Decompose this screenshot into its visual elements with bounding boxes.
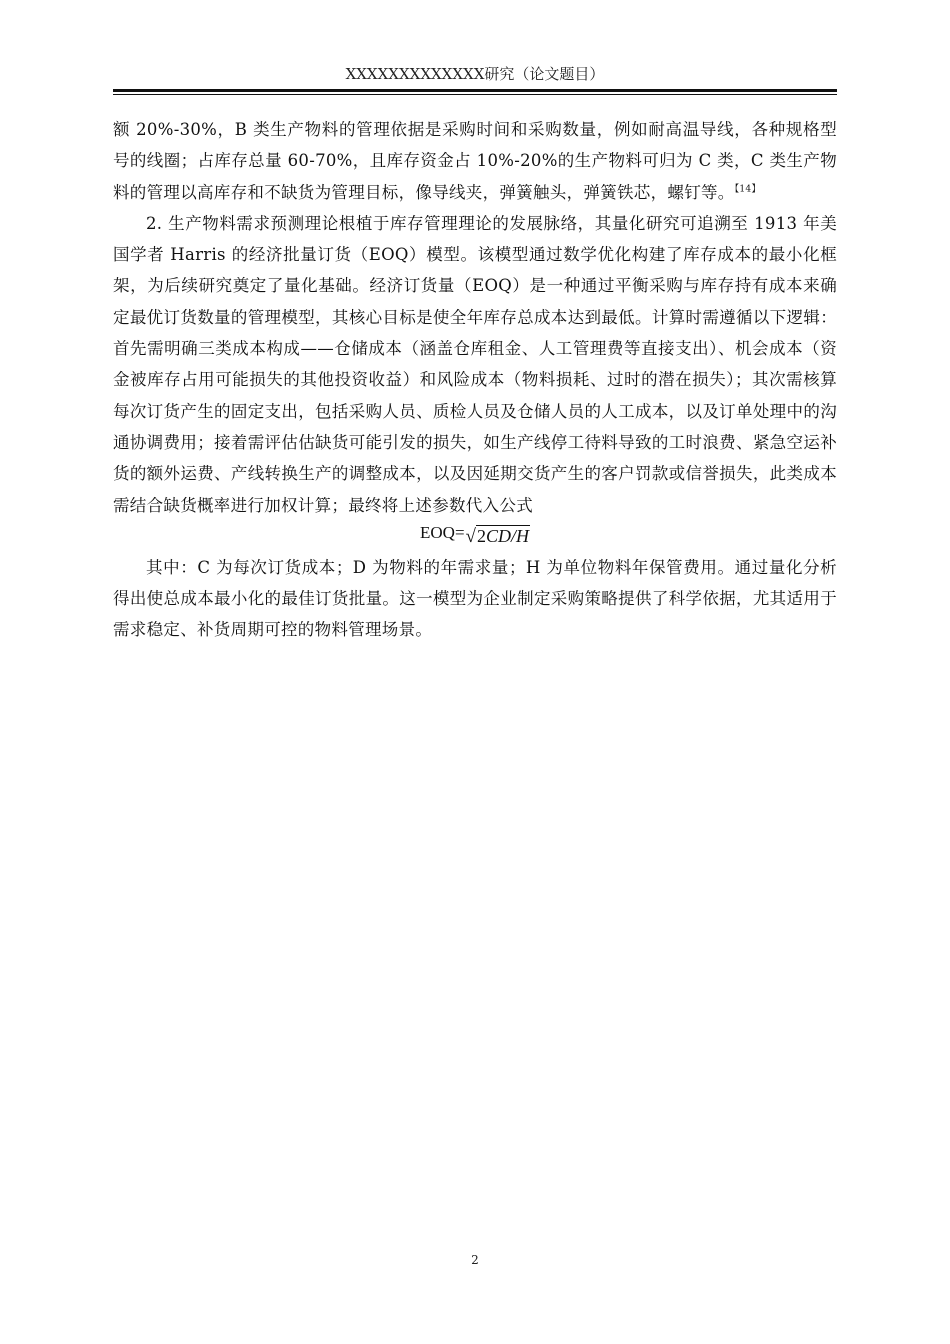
formula-lhs: EOQ= [420, 522, 465, 542]
radicand-number: 2 [476, 525, 486, 546]
paragraph-eoq-theory: 2. 生产物料需求预测理论根植于库存管理理论的发展脉络，其量化研究可追溯至 1913 年美国学者 Harris 的经济批量订货（EOQ）模型。该模型通过数学优化构建了库存成本的最小化框架，为后续研究奠定了量化基础。经济订货量（EOQ）是一种通过平衡采购与库存持有成本来确定最优订货数量的管理模型，其核心目标是使全年库存总成本达到最低。计算时需遵循以下逻辑：首先需明确三类成本构成——仓储成本（涵盖仓库租金、人工管理费等直接支出）、机会成本（资金被库存占用可能损失的其他投资收益）和风险成本（物料损耗、过时的潜在损失）；其次需核算每次订货产生的固定支出，包括采购人员、质检人员及仓储人员的人工成本，以及订单处理中的沟通协调费用；接着需评估估缺货可能引发的损失，如生产线停工待料导致的工时浪费、紧急空运补货的额外运费、产线转换生产的调整成本，以及因延期交货产生的客户罚款或信誉损失，此类成本需结合缺货概率进行加权计算；最终将上述参数代入公式 [113, 213, 837, 515]
formula-radicand [476, 525, 530, 546]
paragraph-text: 额 20%-30%，B 类生产物料的管理依据是采购时间和采购数量，例如耐高温导线，各种规格型号的线圈；占库存总量 60-70%，且库存资金占 10%-20%的生产物料可归为 C 类，C 类生产物料的管理以高库存和不缺货为管理目标，像导线夹，弹簧触头，弹簧铁芯，螺钉等。 [113, 120, 837, 202]
header-rule-thick [113, 89, 837, 92]
header-rule-thin [113, 94, 837, 95]
radical-sign: √ [465, 525, 476, 547]
citation-marker: 【14】 [734, 184, 761, 195]
page-number: 2 [471, 1253, 479, 1267]
paragraph-formula-explanation: 其中：C 为每次订货成本；D 为物料的年需求量；H 为单位物料年保管费用。通过量化分析得出使总成本最小化的最佳订货批量。这一模型为企业制定采购策略提供了科学依据，尤其适用于需求稳定、补货周期可控的物料管理场景。 [113, 557, 837, 640]
eoq-formula [113, 521, 837, 552]
body-text [113, 114, 837, 646]
paragraph-abc-classification [113, 114, 837, 208]
running-header-title: XXXXXXXXXXXXX研究（论文题目） [345, 65, 605, 83]
radicand-expression: CD/H [485, 525, 529, 546]
